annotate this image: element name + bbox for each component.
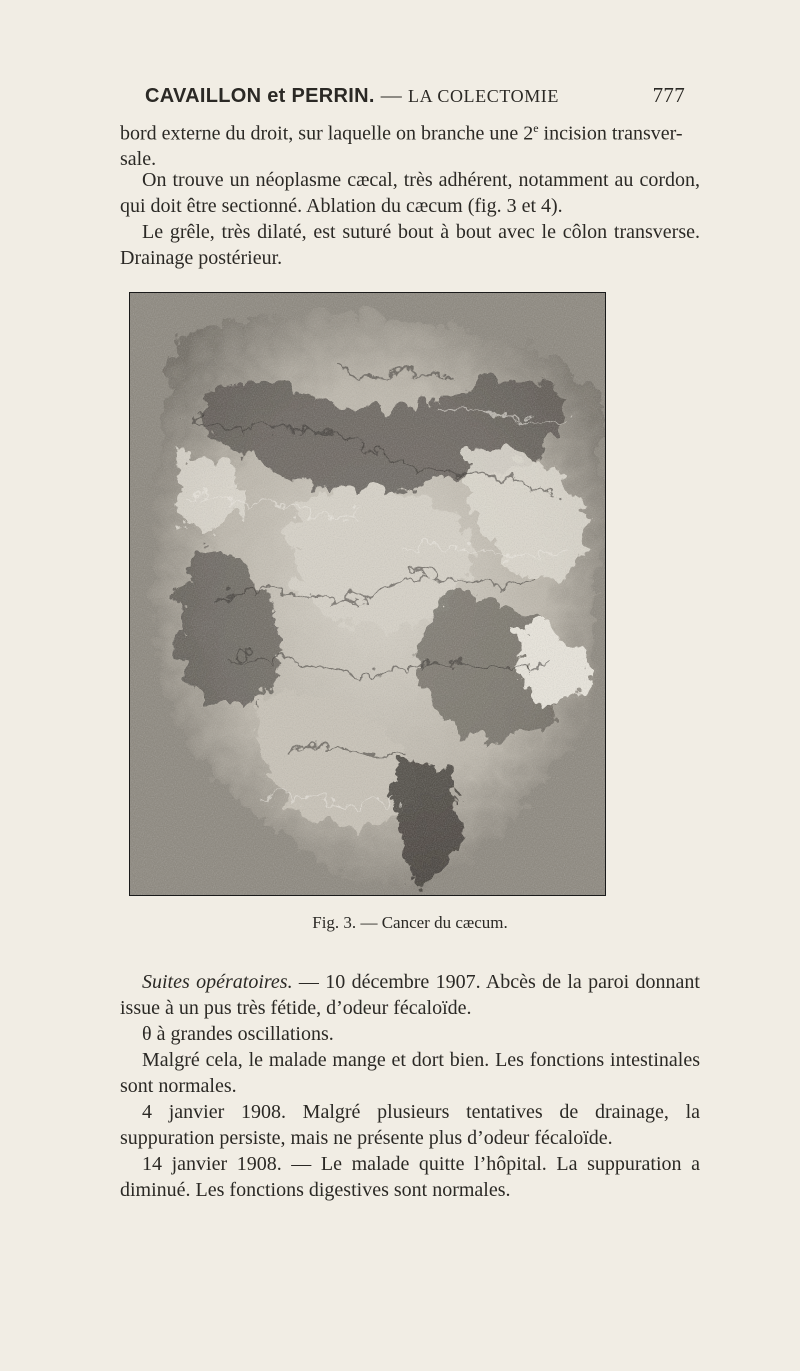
paragraph-oscillations: θ à grandes oscillations. xyxy=(142,1023,334,1045)
figure-caption-label: Fig. 3. xyxy=(312,913,357,932)
suites-text: — 10 décembre 1907. Abcès de la paroi donnant issue à un pus très fétide, d’odeur fécaloïde. xyxy=(120,971,700,1019)
suites-heading: Suites opératoires. xyxy=(142,971,293,993)
figure-caption xyxy=(120,912,700,934)
running-head-section: LA COLECTOMIE xyxy=(408,86,559,106)
p1-superscript: e xyxy=(533,121,539,135)
p1-line2: sale. xyxy=(120,148,157,171)
running-head-authors: CAVAILLON et PERRIN. xyxy=(145,85,375,107)
page-number: 777 xyxy=(652,83,685,107)
paragraph-janvier-14: 14 janvier 1908. — Le malade quitte l’hôpital. La suppuration a diminué. Les fonctions digestives sont normales. xyxy=(120,1153,700,1201)
figure-caption-dash: — xyxy=(360,913,378,932)
paragraph-neoplasme: On trouve un néoplasme cæcal, très adhérent, notamment au cordon, qui doit être sectionné. Ablation du cæcum (fig. 3 et 4). xyxy=(120,169,700,217)
paragraph-suites xyxy=(120,970,700,1021)
figure-photograph xyxy=(129,292,606,896)
paragraph-janvier-4: 4 janvier 1908. Malgré plusieurs tentatives de drainage, la suppuration persiste, mais ne présente plus d’odeur fécaloïde. xyxy=(120,1101,700,1149)
paragraph-malgre: Malgré cela, le malade mange et dort bien. Les fonctions intestinales sont normales. xyxy=(120,1049,700,1097)
figure-caption-text: Cancer du cæcum. xyxy=(381,913,508,932)
paragraph-grele: Le grêle, très dilaté, est suturé bout à bout avec le côlon transverse. Drainage postérieur. xyxy=(120,221,700,269)
running-head xyxy=(145,80,685,110)
p1-line1-end: incision transver- xyxy=(538,122,683,145)
p1-line1: bord externe du droit, sur laquelle on branche une 2 xyxy=(120,122,534,145)
running-head-dash: — xyxy=(380,83,403,107)
specimen-photo xyxy=(130,293,606,896)
paragraph-incision xyxy=(120,116,700,173)
